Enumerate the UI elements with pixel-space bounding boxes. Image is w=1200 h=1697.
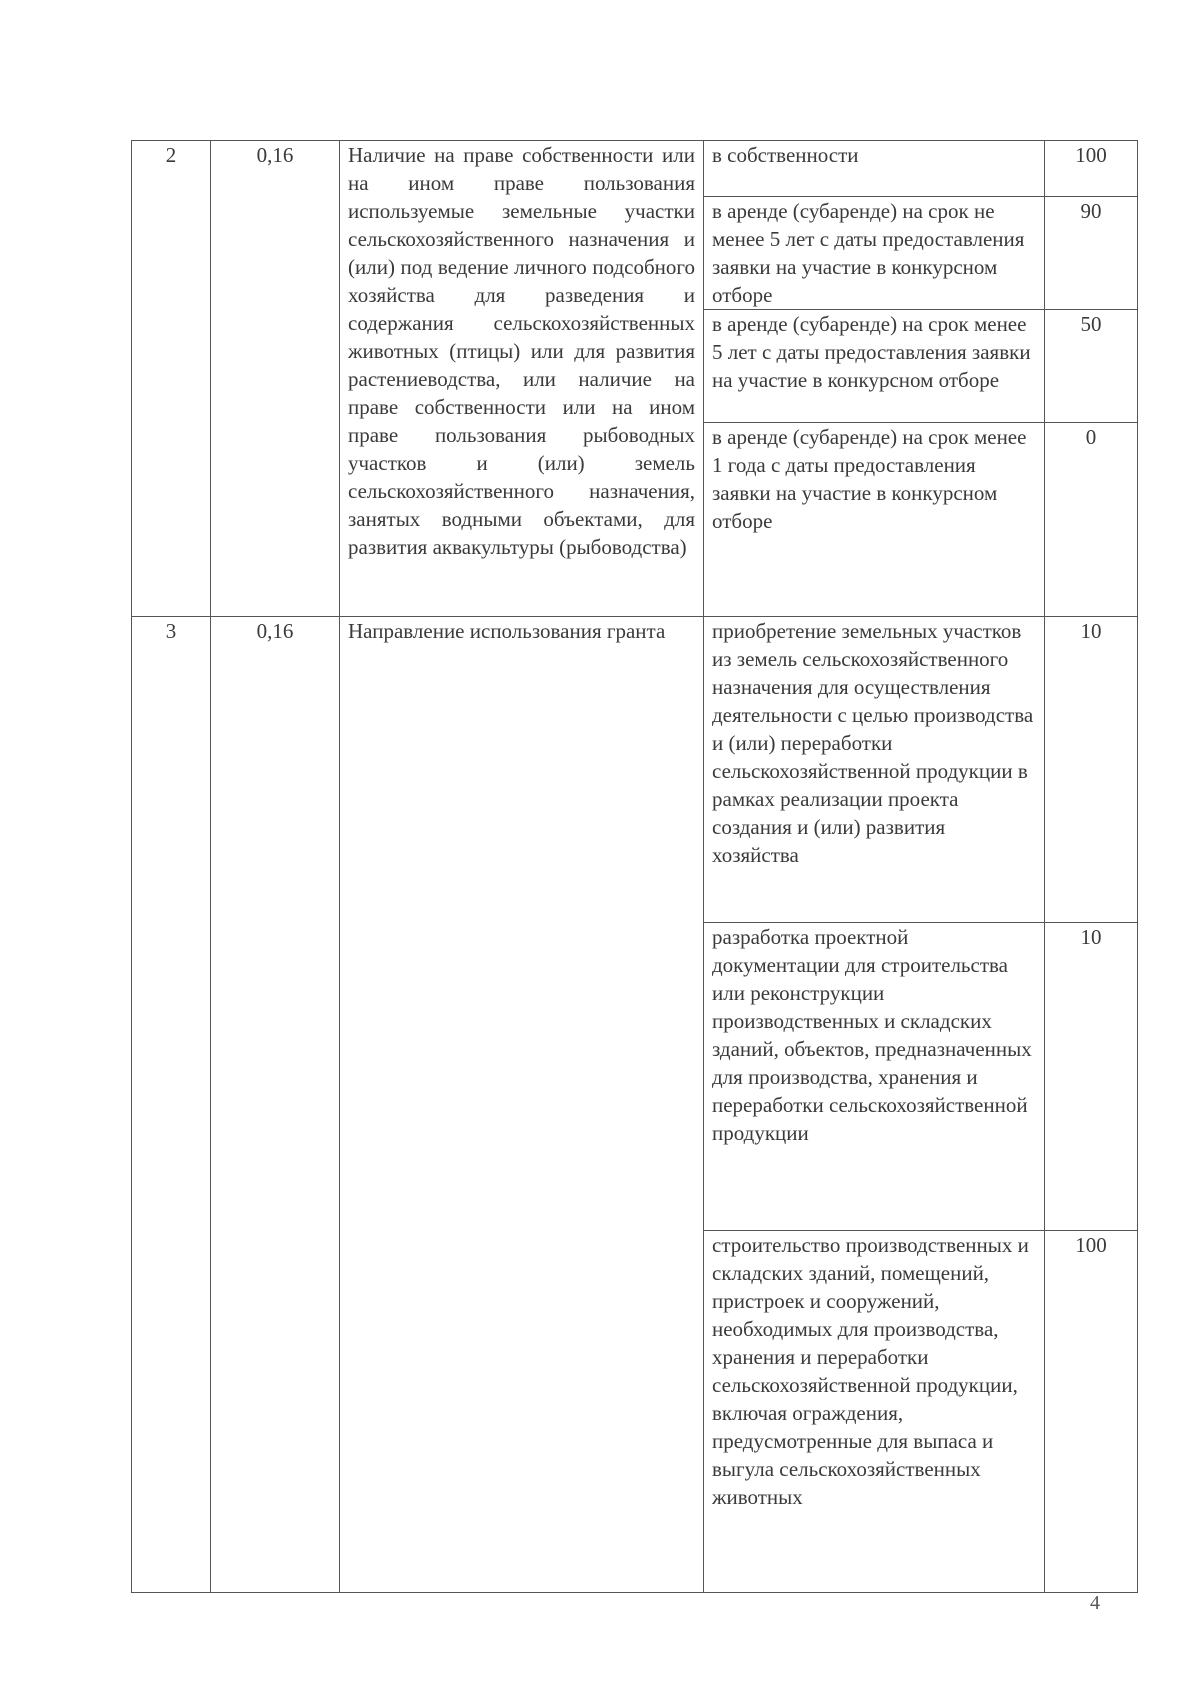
variant-score: 0 xyxy=(1045,423,1138,617)
variant-score: 100 xyxy=(1045,141,1138,197)
criterion-number: 2 xyxy=(132,141,211,617)
criterion-number: 3 xyxy=(132,617,211,1593)
variant-text: строительство производственных и складских зданий, помещений, пристроек и сооружений, необходимых для производства, хранения и переработки сельскохозяйственной продукции, включая ограждения, предусмотренные для выпаса и выгула сельскохозяйственных животных xyxy=(704,1231,1045,1593)
criterion-text: Наличие на праве собственности или на ином праве пользования используемые земельные участки сельскохозяйственного назначения и (или) под ведение личного подсобного хозяйства для разведения и содержания сельскохозяйственных животных (птицы) или для развития растениеводства, или наличие на праве собственности или на ином праве пользования рыбоводных участков и (или) земель сельскохозяйственного назначения, занятых водными объектами, для развития аквакультуры (рыбоводства) xyxy=(340,141,704,617)
criterion-weight: 0,16 xyxy=(211,617,340,1593)
variant-text: в собственности xyxy=(704,141,1045,197)
criterion-weight: 0,16 xyxy=(211,141,340,617)
variant-score: 90 xyxy=(1045,197,1138,310)
variant-score: 50 xyxy=(1045,310,1138,423)
page-number: 4 xyxy=(1090,1592,1100,1614)
variant-text: в аренде (субаренде) на срок не менее 5 лет с даты предоставления заявки на участие в конкурсном отборе xyxy=(704,197,1045,310)
variant-text: в аренде (субаренде) на срок менее 1 года с даты предоставления заявки на участие в конкурсном отборе xyxy=(704,423,1045,617)
variant-text: в аренде (субаренде) на срок менее 5 лет с даты предоставления заявки на участие в конкурсном отборе xyxy=(704,310,1045,423)
table-row xyxy=(132,141,1138,197)
variant-score: 100 xyxy=(1045,1231,1138,1593)
table-row xyxy=(132,617,1138,923)
variant-score: 10 xyxy=(1045,923,1138,1231)
criteria-table xyxy=(131,140,1138,1593)
variant-text: разработка проектной документации для строительства или реконструкции производственных и складских зданий, объектов, предназначенных для производства, хранения и переработки сельскохозяйственной продукции xyxy=(704,923,1045,1231)
variant-text: приобретение земельных участков из земель сельскохозяйственного назначения для осуществления деятельности с целью производства и (или) переработки сельскохозяйственной продукции в рамках реализации проекта создания и (или) развития хозяйства xyxy=(704,617,1045,923)
variant-score: 10 xyxy=(1045,617,1138,923)
criterion-text: Направление использования гранта xyxy=(340,617,704,1593)
